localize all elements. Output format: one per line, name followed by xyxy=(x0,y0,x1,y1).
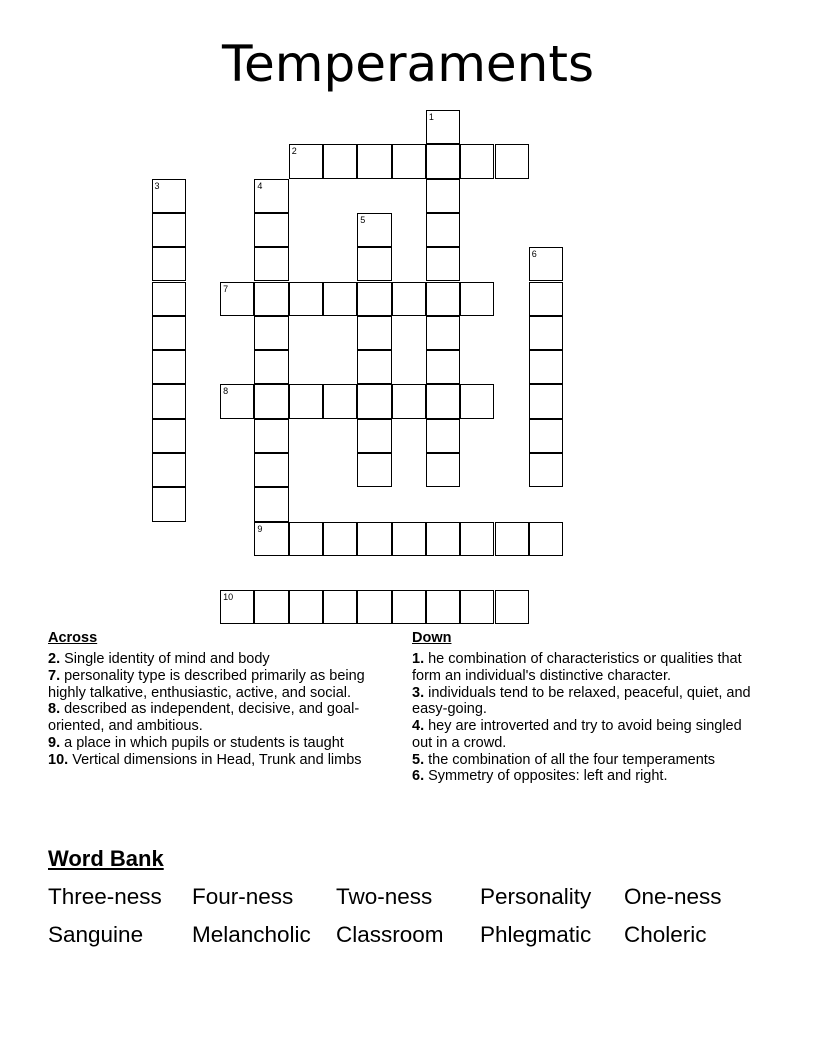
crossword-cell[interactable] xyxy=(426,453,460,487)
crossword-cell[interactable] xyxy=(426,419,460,453)
crossword-cell[interactable] xyxy=(220,282,254,316)
crossword-cell[interactable] xyxy=(323,282,357,316)
crossword-cell[interactable] xyxy=(392,590,426,624)
crossword-cell[interactable] xyxy=(426,590,460,624)
crossword-cell[interactable] xyxy=(392,522,426,556)
crossword-cell[interactable] xyxy=(254,350,288,384)
crossword-cell[interactable] xyxy=(460,384,494,418)
clue-number-label: 8 xyxy=(223,386,229,397)
crossword-cell[interactable] xyxy=(357,213,391,247)
clue-text: personality type is described primarily as being highly talkative, enthusiastic, active, and social. xyxy=(48,668,365,701)
clue-across-9 xyxy=(48,735,393,752)
clue-number: 6. xyxy=(412,768,425,785)
crossword-cell[interactable] xyxy=(357,453,391,487)
clue-number: 1. xyxy=(412,651,425,668)
crossword-cell[interactable] xyxy=(289,522,323,556)
clue-number: 5. xyxy=(412,751,425,768)
crossword-cell[interactable] xyxy=(357,522,391,556)
crossword-cell[interactable] xyxy=(357,144,391,178)
clue-down-5 xyxy=(412,752,757,769)
crossword-cell[interactable] xyxy=(152,419,186,453)
clue-text: Single identity of mind and body xyxy=(60,651,270,668)
clue-text: the combination of all the four temperaments xyxy=(424,751,716,768)
crossword-cell[interactable] xyxy=(323,384,357,418)
crossword-cell[interactable] xyxy=(529,419,563,453)
crossword-cell[interactable] xyxy=(357,419,391,453)
clue-number: 4. xyxy=(412,718,425,735)
crossword-cell[interactable] xyxy=(529,282,563,316)
crossword-cell[interactable] xyxy=(254,384,288,418)
crossword-cell[interactable] xyxy=(529,316,563,350)
crossword-cell[interactable] xyxy=(152,453,186,487)
crossword-cell[interactable] xyxy=(426,384,460,418)
crossword-cell[interactable] xyxy=(152,487,186,521)
crossword-cell[interactable] xyxy=(529,350,563,384)
crossword-cell[interactable] xyxy=(254,179,288,213)
clue-across-10 xyxy=(48,752,393,769)
crossword-cell[interactable] xyxy=(152,316,186,350)
crossword-cell[interactable] xyxy=(323,522,357,556)
crossword-cell[interactable] xyxy=(426,144,460,178)
clue-number: 3. xyxy=(412,684,425,701)
crossword-cell[interactable] xyxy=(426,247,460,281)
crossword-cell[interactable] xyxy=(254,590,288,624)
crossword-cell[interactable] xyxy=(495,522,529,556)
word-bank-word: Sanguine xyxy=(48,922,144,947)
clue-number: 9. xyxy=(48,734,61,751)
crossword-cell[interactable] xyxy=(152,384,186,418)
crossword-cell[interactable] xyxy=(460,282,494,316)
crossword-cell[interactable] xyxy=(495,590,529,624)
crossword-cell[interactable] xyxy=(426,110,460,144)
clue-number-label: 4 xyxy=(257,180,263,191)
clue-across-7 xyxy=(48,668,393,701)
crossword-cell[interactable] xyxy=(254,316,288,350)
across-clues xyxy=(48,630,393,768)
crossword-cell[interactable] xyxy=(152,213,186,247)
crossword-cell[interactable] xyxy=(289,384,323,418)
crossword-cell[interactable] xyxy=(152,282,186,316)
clue-number-label: 1 xyxy=(428,112,434,122)
crossword-cell[interactable] xyxy=(529,247,563,281)
crossword-cell[interactable] xyxy=(392,384,426,418)
crossword-cell[interactable] xyxy=(152,179,186,213)
clue-text: Symmetry of opposites: left and right. xyxy=(424,768,668,785)
clue-number: 8. xyxy=(48,701,61,718)
crossword-cell[interactable] xyxy=(357,384,391,418)
crossword-cell[interactable] xyxy=(460,522,494,556)
crossword-cell[interactable] xyxy=(152,350,186,384)
clue-number-label: 5 xyxy=(360,214,366,225)
clue-number: 2. xyxy=(48,651,61,668)
crossword-cell[interactable] xyxy=(426,179,460,213)
clue-number: 10. xyxy=(48,751,69,768)
crossword-cell[interactable] xyxy=(460,144,494,178)
word-bank-word: Phlegmatic xyxy=(480,922,592,947)
crossword-cell[interactable] xyxy=(254,522,288,556)
crossword-cell[interactable] xyxy=(529,384,563,418)
crossword-cell[interactable] xyxy=(357,350,391,384)
crossword-cell[interactable] xyxy=(357,590,391,624)
crossword-cell[interactable] xyxy=(323,590,357,624)
clue-text: hey are introverted and try to avoid being singled out in a crowd. xyxy=(412,718,742,751)
clue-down-6 xyxy=(412,768,757,785)
clue-number-label: 2 xyxy=(291,146,297,157)
clue-number-label: 10 xyxy=(223,592,234,603)
clue-number-label: 9 xyxy=(257,523,263,534)
clue-number: 7. xyxy=(48,668,61,684)
crossword-cell[interactable] xyxy=(254,419,288,453)
clue-across-8 xyxy=(48,701,393,734)
crossword-cell[interactable] xyxy=(289,282,323,316)
clue-down-4 xyxy=(412,718,757,751)
clue-text: individuals tend to be relaxed, peaceful, quiet, and easy-going. xyxy=(412,684,751,718)
crossword-cell[interactable] xyxy=(426,316,460,350)
crossword-cell[interactable] xyxy=(254,213,288,247)
crossword-cell[interactable] xyxy=(426,350,460,384)
crossword-cell[interactable] xyxy=(426,522,460,556)
clue-text: he combination of characteristics or qualities that form an individual's distinctive character. xyxy=(412,651,742,684)
word-bank-word: Personality xyxy=(480,884,592,909)
crossword-cell[interactable] xyxy=(254,247,288,281)
crossword-cell[interactable] xyxy=(529,522,563,556)
crossword-cell[interactable] xyxy=(357,282,391,316)
word-bank-word: One-ness xyxy=(624,884,722,909)
crossword-cell[interactable] xyxy=(426,213,460,247)
word-bank-word: Three-ness xyxy=(48,884,162,909)
crossword-cell[interactable] xyxy=(254,282,288,316)
crossword-cell[interactable] xyxy=(289,590,323,624)
word-bank-word: Classroom xyxy=(336,922,444,947)
clue-number-label: 7 xyxy=(223,283,229,294)
crossword-cell[interactable] xyxy=(357,316,391,350)
crossword-cell[interactable] xyxy=(254,487,288,521)
crossword-cell[interactable] xyxy=(152,247,186,281)
crossword-cell[interactable] xyxy=(392,282,426,316)
crossword-cell[interactable] xyxy=(220,384,254,418)
clue-down-3 xyxy=(412,685,757,718)
down-clues xyxy=(412,630,757,785)
crossword-cell[interactable] xyxy=(495,144,529,178)
across-heading: Across xyxy=(48,630,98,646)
clue-text: Vertical dimensions in Head, Trunk and limbs xyxy=(68,751,362,768)
down-heading: Down xyxy=(412,630,452,646)
crossword-cell[interactable] xyxy=(392,144,426,178)
word-bank-word: Choleric xyxy=(624,922,707,947)
crossword-cell[interactable] xyxy=(289,144,323,178)
word-bank-word: Two-ness xyxy=(336,884,433,909)
clue-number-label: 3 xyxy=(154,180,160,191)
clue-text: a place in which pupils or students is taught xyxy=(60,734,344,751)
word-bank-heading: Word Bank xyxy=(48,846,164,871)
word-bank-word: Four-ness xyxy=(192,884,294,909)
crossword-cell[interactable] xyxy=(220,590,254,624)
puzzle-title: Temperaments xyxy=(221,35,595,93)
word-bank-word: Melancholic xyxy=(192,922,311,947)
crossword-cell[interactable] xyxy=(460,590,494,624)
clue-text: described as independent, decisive, and goal-oriented, and ambitious. xyxy=(48,701,360,735)
crossword-cell[interactable] xyxy=(323,144,357,178)
crossword-cell[interactable] xyxy=(357,247,391,281)
crossword-cell[interactable] xyxy=(426,282,460,316)
crossword-cell[interactable] xyxy=(529,453,563,487)
crossword-cell[interactable] xyxy=(254,453,288,487)
clue-down-1 xyxy=(412,651,757,684)
clue-number-label: 6 xyxy=(531,249,537,260)
clue-across-2 xyxy=(48,651,393,668)
